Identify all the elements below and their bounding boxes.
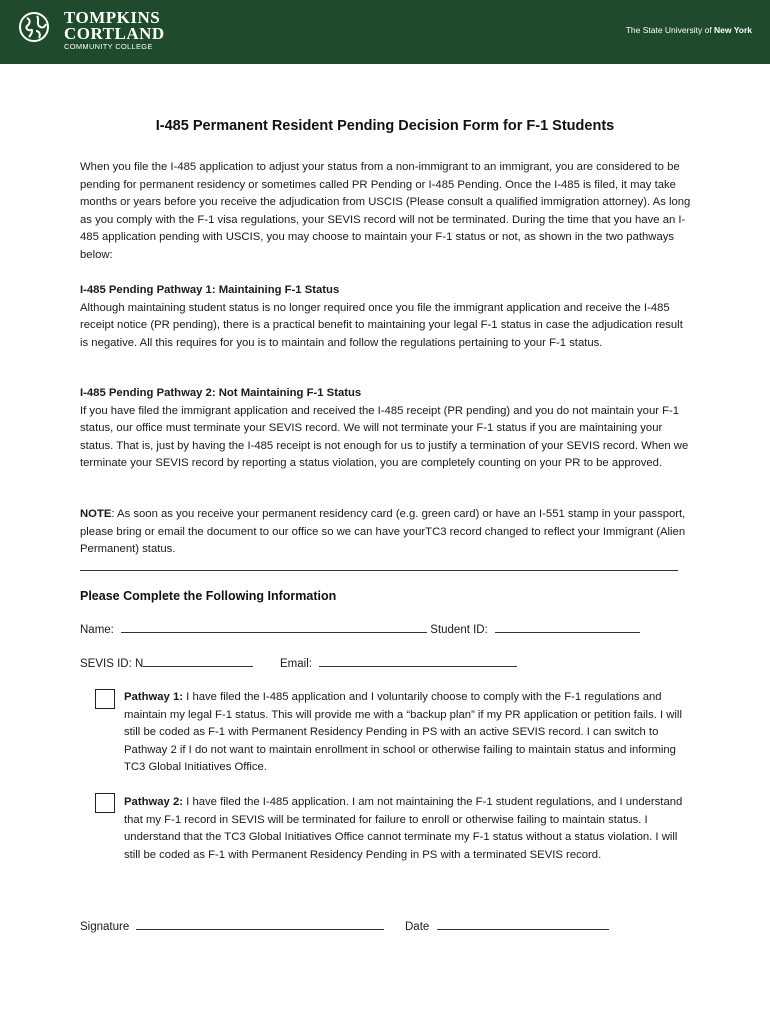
email-label: Email: [280,658,316,670]
logo-name-line-2: CORTLAND [64,24,165,43]
document-title: I-485 Permanent Resident Pending Decision Form for F-1 Students [155,118,615,134]
student-id-label: Student ID: [427,624,492,636]
college-logo [18,8,178,54]
pathway-2-option-body: I have filed the I-485 application. I am not maintaining the F-1 student regulations, and I understand that my F-1 record in SEVIS will be terminated for failure to enroll or otherwise failing to maintain status. I understand that the TC3 Global Initiatives Office cannot terminate my F-1 status without a status violation. I will still be coded as F-1 with Permanent Residency Pending in PS with a terminated SEVIS record. [124,796,683,861]
pathway-1-option-label: Pathway 1: [124,691,184,703]
email-row [280,654,517,670]
name-field[interactable] [121,620,427,633]
pathway-2-option-text [124,794,684,864]
college-header-banner [0,0,770,64]
pathway-1-body: Although maintaining student status is no longer required once you file the immigrant application and receive the I-485 receipt notice (PR pending), there is a practical benefit to maintaining your legal F-1 status in case the adjudication result is negative. All this requires for you is to maintain and follow the regulations pertaining to your F-1 status. [80,301,683,349]
intro-paragraph: When you file the I-485 application to adjust your status from a non-immigrant to an immigrant, you are considered to be pending for permanent residency or sometimes called PR Pending or I-485 Pending. Once the I-485 is filed, it may take months or years before you receive the adjudication from USCIS (Please consult a qualified immigration attorney). As long as you comply with the F-1 visa regulations, your SEVIS record will not be terminated. During the time that you have an I-485 application pending with USCIS, you may choose to maintain your F-1 status or not, as shown in the two pathways below: [80,161,691,261]
suny-prefix: The State University of [625,25,715,35]
signature-label: Signature [80,921,133,933]
pathway-2-checkbox[interactable] [95,793,115,813]
date-row [405,917,609,933]
name-label: Name: [80,624,118,636]
sevis-id-row [80,654,253,670]
pathway-1-checkbox[interactable] [95,689,115,709]
form-heading: Please Complete the Following Information [80,589,337,603]
pathway-2-option-label: Pathway 2: [124,796,184,808]
date-field[interactable] [437,917,609,930]
student-id-field[interactable] [495,620,640,633]
note-label: NOTE [80,508,112,520]
pathway-1-heading: I-485 Pending Pathway 1: Maintaining F-1 Status [80,284,340,296]
section-divider [80,570,678,571]
email-field[interactable] [319,654,517,667]
note-paragraph [80,506,692,559]
suny-name: New York [714,25,752,35]
pathway-1-section [80,282,692,352]
logo-name-line-1: TOMPKINS [64,8,161,27]
sevis-id-field[interactable] [143,654,253,667]
signature-row [80,917,384,933]
date-label: Date [405,921,433,933]
note-text: : As soon as you receive your permanent residency card (e.g. green card) or have an I-551 stamp in your passport, please bring or email the document to our office so we can have yourTC3 record changed to reflect your Immigrant (Alien Permanent) status. [80,508,686,555]
signature-field[interactable] [136,917,384,930]
sevis-id-label: SEVIS ID: N [80,658,144,670]
globe-icon [18,11,50,43]
suny-affiliation [626,25,752,35]
pathway-1-option-text [124,689,684,777]
logo-name-line-3: COMMUNITY COLLEGE [64,42,153,51]
pathway-2-heading: I-485 Pending Pathway 2: Not Maintaining F-1 Status [80,387,362,399]
pathway-2-section [80,385,692,473]
pathway-1-option-body: I have filed the I-485 application and I voluntarily choose to comply with the F-1 regulations and maintain my legal F-1 status. This will provide me with a “backup plan” if my PR application or petition fails. I will still be coded as F-1 with Permanent Residency Pending in PS with an active SEVIS record. I can switch to Pathway 2 if I do not want to maintain enrollment in school or otherwise failing to maintain status and informing TC3 Global Initiatives Office. [124,691,682,773]
pathway-2-body: If you have filed the immigrant application and received the I-485 receipt (PR pending) and you do not maintain your F-1 status, our office must terminate your SEVIS record. We will not terminate your F-1 status if you are maintaining your status. That is, just by having the I-485 receipt is not enough for us to justify a termination of your SEVIS record. When we terminate your SEVIS record by reporting a status violation, you are completely counting on your PR to be approved. [80,404,689,469]
name-row [80,620,640,636]
